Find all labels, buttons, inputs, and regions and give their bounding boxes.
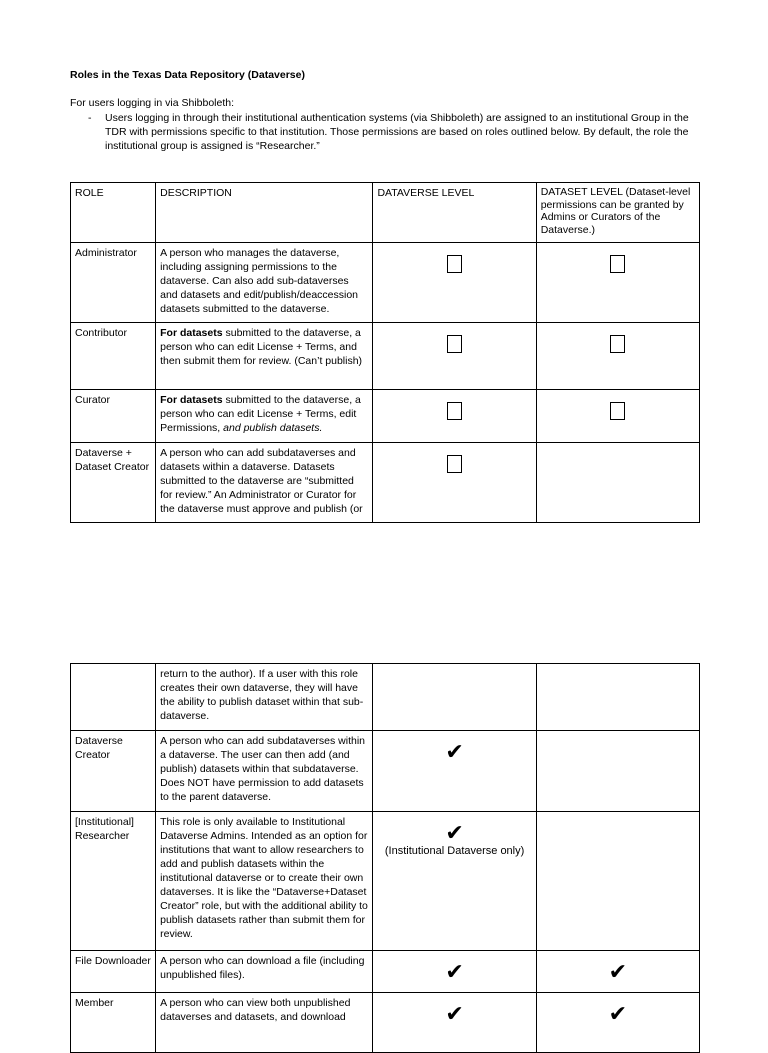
desc-dataverse-dataset-creator-continued: return to the author). If a user with this role creates their own dataverse, they will have the ability to publish dataset within that sub-dataverse. <box>156 664 373 731</box>
table-row <box>71 243 700 323</box>
roles-table-part-1 <box>70 182 700 523</box>
desc-dataverse-creator: A person who can add subdataverses within a dataverse. The user can then add (and publish) datasets within that subdataverse. Does NOT have permission to add datasets to the parent dataverse. <box>156 731 373 812</box>
table-row <box>71 812 700 951</box>
roles-table-part-2 <box>70 663 700 1053</box>
bullet-text: Users logging in through their institutional authentication systems (via Shibboleth) are assigned to an institutional Group in the TDR with permissions specific to that institution. Those permissions are based on roles outlined below. By default, the role the institutional group is assigned is “Researcher.” <box>105 112 689 152</box>
role-curator: Curator <box>71 390 156 443</box>
file-downloader-dataset-check-icon: ✔ <box>608 960 628 985</box>
table-row <box>71 664 700 731</box>
role-contributor: Contributor <box>71 323 156 390</box>
header-dataverse-level: DATAVERSE LEVEL <box>373 183 536 243</box>
desc-file-downloader: A person who can download a file (including unpublished files). <box>156 951 373 993</box>
role-dataverse-dataset-creator: Dataverse + Dataset Creator <box>71 443 156 523</box>
curator-dataset-checkbox[interactable] <box>610 402 625 420</box>
desc-contributor <box>156 323 373 390</box>
role-dataverse-creator: Dataverse Creator <box>71 731 156 812</box>
desc-administrator: A person who manages the dataverse, including assigning permissions to the dataverse. Can also add sub-dataverses and datasets and edit/publish/deaccession datasets submitted to the dataverse. <box>156 243 373 323</box>
bullet-dash: - <box>88 112 92 124</box>
intro-text: For users logging in via Shibboleth: <box>70 97 235 109</box>
role-file-downloader: File Downloader <box>71 951 156 993</box>
role-administrator: Administrator <box>71 243 156 323</box>
desc-member: A person who can view both unpublished dataverses and datasets, and download <box>156 993 373 1053</box>
role-institutional-researcher: [Institutional] Researcher <box>71 812 156 951</box>
header-dataset-level: DATASET LEVEL (Dataset-level permissions can be granted by Admins or Curators of the Dataverse.) <box>536 183 699 243</box>
desc-curator-rest: submitted to the dataverse, a person who can edit License + Terms, edit Permissions, <box>160 394 361 434</box>
desc-institutional-researcher: This role is only available to Institutional Dataverse Admins. Intended as an option for institutions that want to allow researchers to add and publish datasets within the institutional dataverse or to create their own dataverses. It is like the “Dataverse+Dataset Creator” role, but with the additional ability to publish datasets rather than submit them for review. <box>156 812 373 951</box>
desc-contributor-bold: For datasets <box>160 327 223 339</box>
contributor-dataverse-checkbox[interactable] <box>447 335 462 353</box>
header-description: DESCRIPTION <box>156 183 373 243</box>
table-row <box>71 323 700 390</box>
desc-curator <box>156 390 373 443</box>
desc-curator-bold: For datasets <box>160 394 223 406</box>
document-title: Roles in the Texas Data Repository (Dataverse) <box>70 69 305 81</box>
dataverse-creator-dataverse-check-icon: ✔ <box>445 740 464 765</box>
administrator-dataset-checkbox[interactable] <box>610 255 625 273</box>
desc-contributor-rest: submitted to the dataverse, a person who can edit License + Terms, and then submit them for review. (Can’t publish) <box>160 327 363 367</box>
member-dataset-check-icon: ✔ <box>608 1002 628 1027</box>
contributor-dataset-checkbox[interactable] <box>610 335 625 353</box>
researcher-dataverse-note: (Institutional Dataverse only) <box>384 845 525 857</box>
header-role: ROLE <box>71 183 156 243</box>
member-dataverse-check-icon: ✔ <box>445 1002 464 1027</box>
desc-curator-italic: and publish datasets. <box>223 422 323 434</box>
table-header-row <box>71 183 700 243</box>
role-member: Member <box>71 993 156 1053</box>
table-row <box>71 731 700 812</box>
file-downloader-dataverse-check-icon: ✔ <box>445 960 464 985</box>
curator-dataverse-checkbox[interactable] <box>447 402 462 420</box>
table-row <box>71 390 700 443</box>
desc-dataverse-dataset-creator: A person who can add subdataverses and datasets within a dataverse. Datasets submitted to the dataverse are “submitted for review.” An Administrator or Curator for the dataverse must approve and publish (or <box>156 443 373 523</box>
dataverse-dataset-creator-dataverse-checkbox[interactable] <box>447 455 462 473</box>
researcher-dataverse-check-icon: ✔ <box>445 821 464 846</box>
administrator-dataverse-checkbox[interactable] <box>447 255 462 273</box>
table-row <box>71 951 700 993</box>
table-row <box>71 443 700 523</box>
table-row <box>71 993 700 1053</box>
